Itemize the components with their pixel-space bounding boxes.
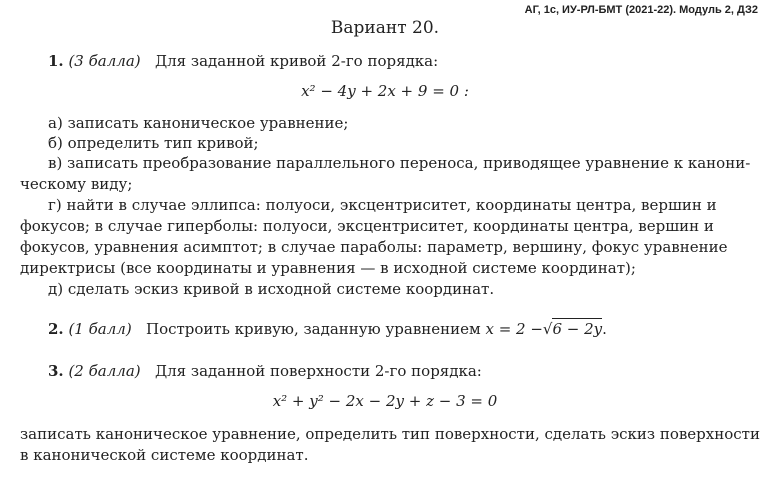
task1-item-g-line4: директрисы (все координаты и уравнения — в исходной системе координат);	[20, 259, 636, 277]
task1-item-v-line1: в) записать преобразование параллельного переноса, приводящее уравнение к канони-	[48, 154, 751, 172]
task2-equation-radicand: 6 − 2y	[552, 320, 603, 338]
task1-item-v-line2: ческому виду;	[20, 175, 133, 193]
header-tag: АГ, 1с, ИУ-РЛ-БМТ (2021-22). Модуль 2, ДЗ2	[524, 4, 758, 16]
task3-equation: x² + y² − 2x − 2y + z − 3 = 0	[272, 392, 498, 410]
task2-equation-end: .	[602, 320, 607, 338]
task1-item-b: б) определить тип кривой;	[48, 134, 259, 152]
task3-number: 3.	[48, 362, 64, 380]
task2-points: (1 балл)	[68, 320, 132, 338]
page-title: Вариант 20.	[330, 18, 440, 38]
task3-heading	[48, 362, 482, 380]
task3-line1: записать каноническое уравнение, определить тип поверхности, сделать эскиз поверхности	[20, 425, 760, 443]
task2-heading: 2. (1 балл) Построить кривую, заданную уравнением x = 2 −√6 − 2y.	[48, 320, 607, 338]
task3-line2: в канонической системе координат.	[20, 446, 309, 464]
task1-number: 1.	[48, 52, 64, 70]
task1-text: Для заданной кривой 2-го порядка:	[154, 52, 439, 70]
task1-item-g-line3: фокусов, уравнения асимптот; в случае параболы: параметр, вершину, фокус уравнение	[20, 238, 728, 256]
task1-points: (3 балла)	[68, 52, 141, 70]
task1-item-g-line1: г) найти в случае эллипса: полуоси, эксцентриситет, координаты центра, вершин и	[48, 196, 717, 214]
task2-number: 2.	[48, 320, 64, 338]
task3-points: (2 балла)	[68, 362, 141, 380]
task2-equation-left: x = 2 −	[485, 320, 543, 338]
task2-text: Построить кривую, заданную уравнением	[145, 320, 481, 338]
task3-text: Для заданной поверхности 2-го порядка:	[154, 362, 482, 380]
task1-item-a: а) записать каноническое уравнение;	[48, 114, 349, 132]
task1-equation: x² − 4y + 2x + 9 = 0 :	[301, 82, 469, 100]
task1-heading	[48, 52, 438, 70]
task1-item-d: д) сделать эскиз кривой в исходной системе координат.	[48, 280, 495, 298]
task1-item-g-line2: фокусов; в случае гиперболы: полуоси, эксцентриситет, координаты центра, вершин и	[20, 217, 714, 235]
